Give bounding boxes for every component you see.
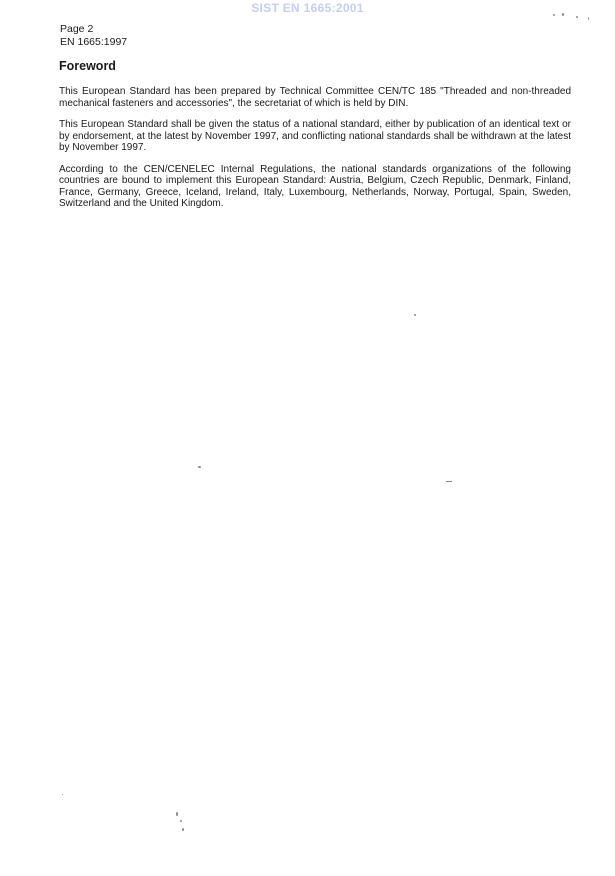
- section-title: Foreword: [59, 59, 116, 73]
- scan-speck: [576, 16, 578, 18]
- scan-speck: [176, 812, 178, 816]
- scan-speck: [446, 481, 452, 482]
- page-number: Page 2: [60, 23, 94, 35]
- scan-speck: [198, 466, 201, 468]
- scan-speck: [180, 820, 182, 822]
- scan-speck: [553, 14, 555, 16]
- scan-speck: [588, 17, 589, 20]
- watermark-text: SIST EN 1665:2001: [251, 1, 364, 15]
- scan-speck: [562, 13, 564, 16]
- scan-speck: [62, 794, 63, 795]
- paragraph-committee: This European Standard has been prepared by Technical Committee CEN/TC 185 "Threaded and non-threaded mechanical fasteners and accessories", the secretariat of which is held by DIN.: [59, 86, 571, 109]
- foreword-body: [59, 86, 571, 220]
- page-header: [60, 23, 127, 49]
- paragraph-status: This European Standard shall be given the status of a national standard, either by publication of an identical text or by endorsement, at the latest by November 1997, and conflicting national standards shall be withdrawn at the latest by November 1997.: [59, 119, 571, 153]
- scan-speck: [414, 314, 416, 316]
- scan-speck: [182, 828, 184, 831]
- paragraph-countries: According to the CEN/CENELEC Internal Regulations, the national standards organizations of the following countries are bound to implement this European Standard: Austria, Belgium, Czech Republic, Denmark, Finland, France, Germany, Greece, Iceland, Ireland, Italy, Luxembourg, Netherlands, Norway, Portugal, Spain, Sweden, Switzerland and the United Kingdom.: [59, 163, 571, 209]
- document-id: EN 1665:1997: [60, 36, 128, 48]
